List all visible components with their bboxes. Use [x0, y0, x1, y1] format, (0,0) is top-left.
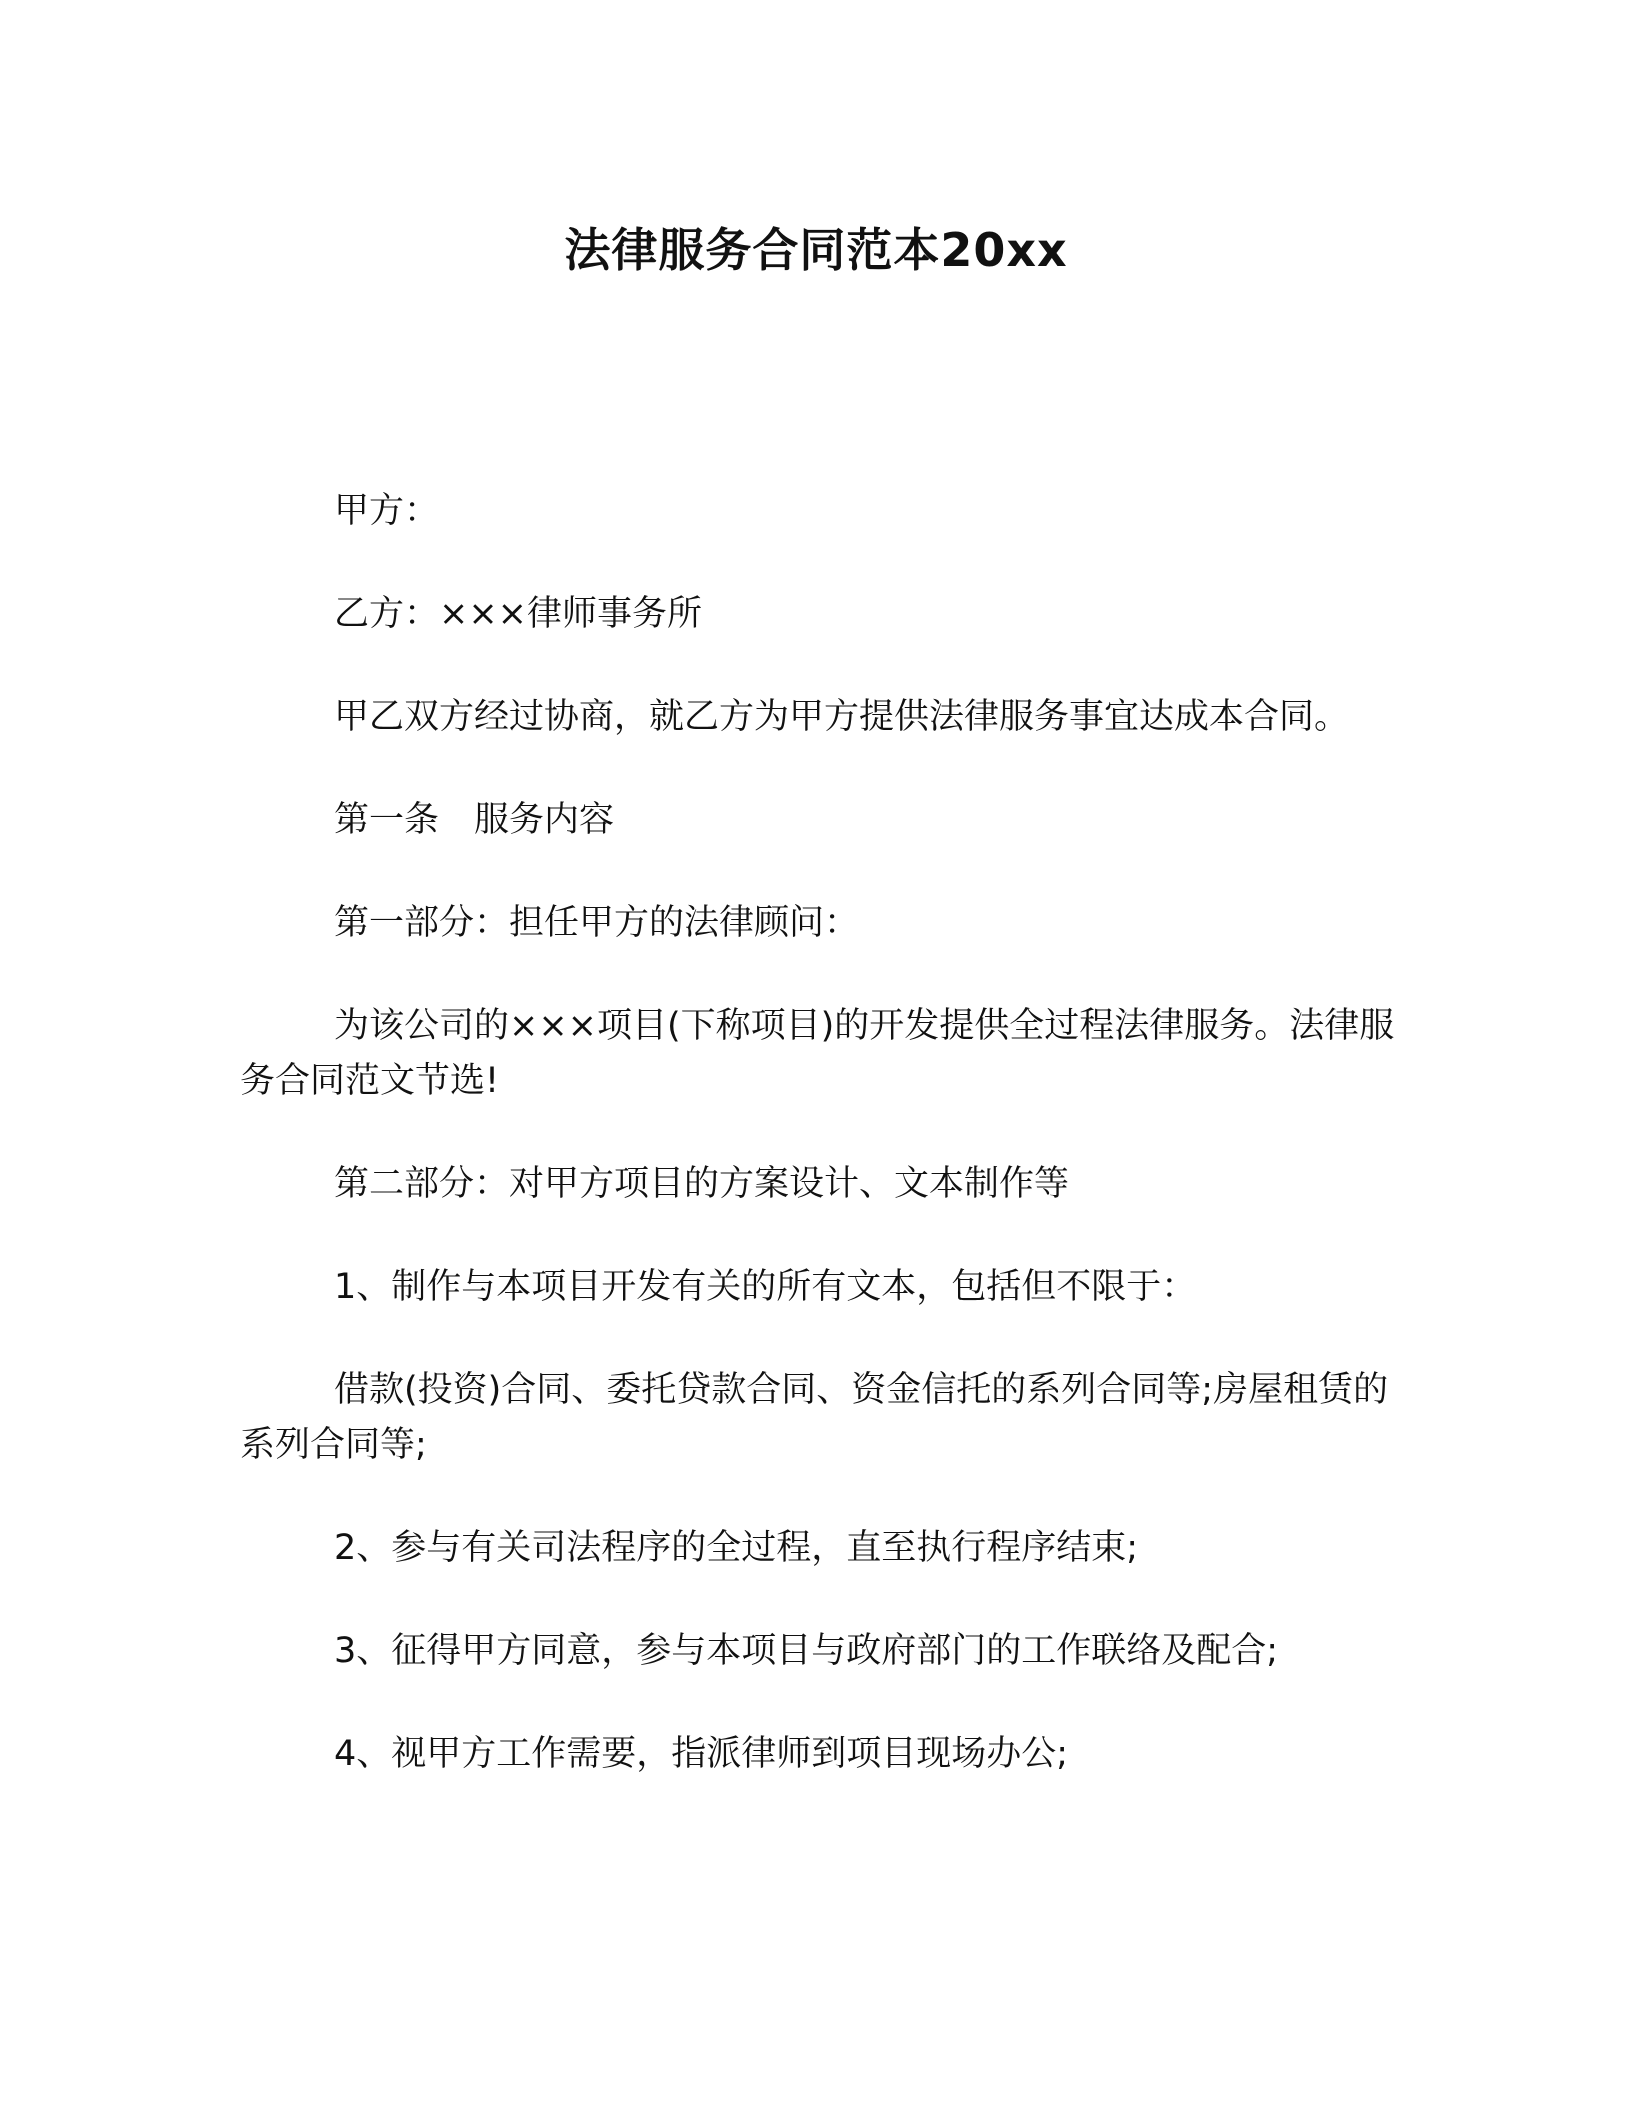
- project-service-paragraph: 为该公司的×××项目(下称项目)的开发提供全过程法律服务。法律服务合同范文节选!: [240, 1006, 1395, 1101]
- document-body: [240, 484, 1410, 1830]
- clause-1: 1、制作与本项目开发有关的所有文本，包括但不限于：: [334, 1267, 1197, 1307]
- contracts-list-paragraph: 借款(投资)合同、委托贷款合同、资金信托的系列合同等;房屋租赁的系列合同等;: [240, 1370, 1389, 1465]
- clause-3: 3、征得甲方同意，参与本项目与政府部门的工作联络及配合;: [334, 1631, 1279, 1671]
- party-b-line: 乙方：×××律师事务所: [334, 594, 702, 634]
- agreement-intro: 甲乙双方经过协商，就乙方为甲方提供法律服务事宜达成本合同。: [334, 697, 1350, 737]
- clause-2: 2、参与有关司法程序的全过程，直至执行程序结束;: [334, 1528, 1139, 1568]
- part-one-heading: 第一部分：担任甲方的法律顾问：: [334, 903, 860, 943]
- party-a-line: 甲方：: [334, 491, 440, 531]
- article-one-heading: 第一条 服务内容: [334, 800, 615, 840]
- clause-4: 4、视甲方工作需要，指派律师到项目现场办公;: [334, 1734, 1069, 1774]
- part-two-heading: 第二部分：对甲方项目的方案设计、文本制作等: [334, 1164, 1070, 1204]
- document-title: 法律服务合同范本20xx: [564, 223, 1068, 277]
